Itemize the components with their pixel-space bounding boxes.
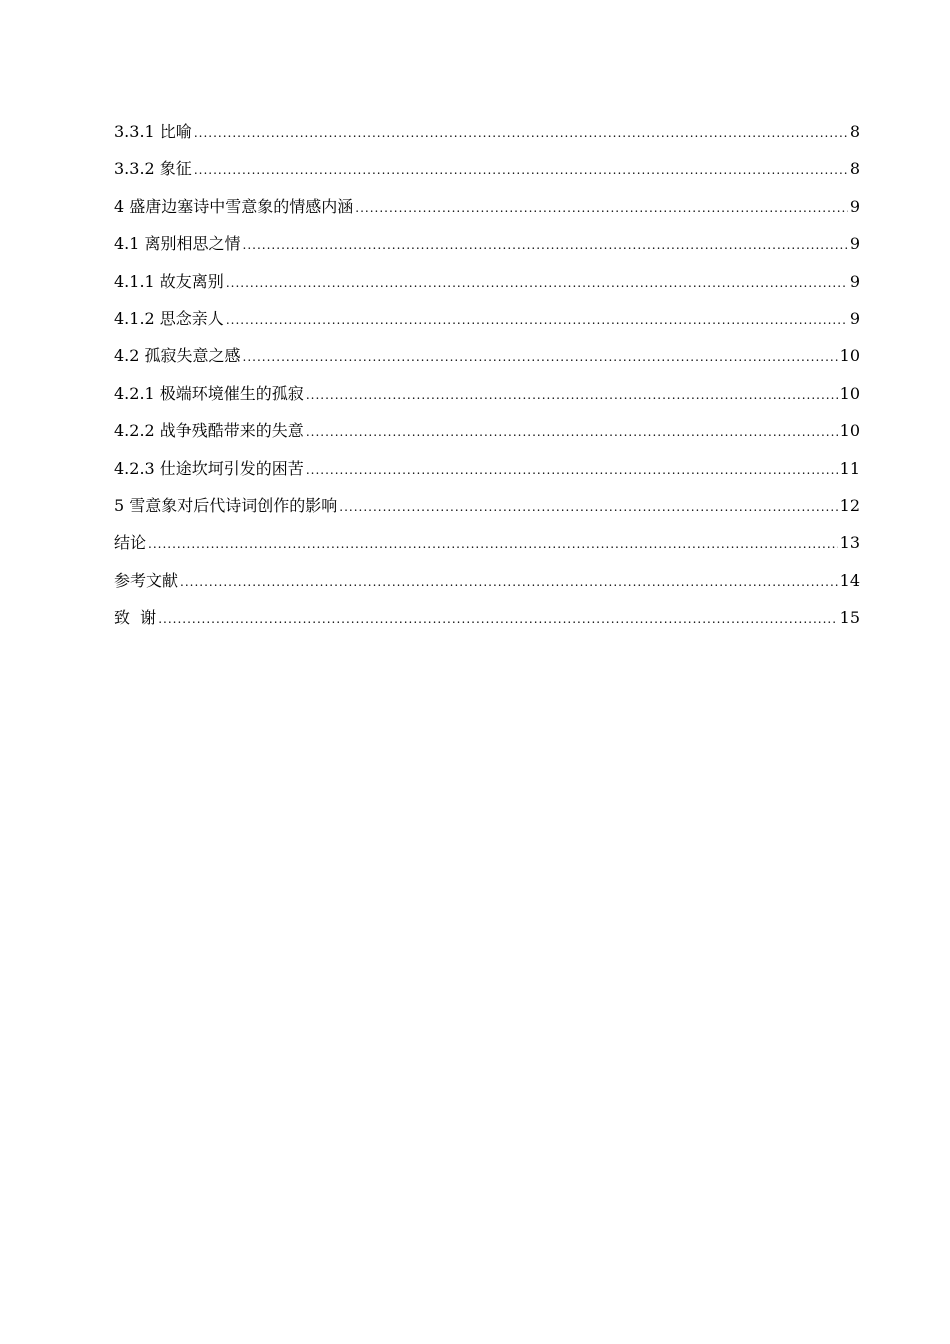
toc-entry-5[interactable]: [114, 492, 860, 529]
toc-entry-page: 8: [849, 159, 860, 179]
toc-dot-leader: [243, 231, 848, 259]
toc-entry-page: 15: [839, 608, 860, 628]
toc-entry-page: 13: [839, 533, 860, 553]
toc-entry-page: 14: [839, 570, 860, 590]
toc-dot-leader: [226, 269, 848, 297]
toc-entry-label: 4.2 孤寂失意之感: [114, 346, 241, 366]
toc-entry-page: 8: [849, 122, 860, 141]
toc-dot-leader: [339, 493, 837, 521]
toc-dot-leader: [148, 530, 838, 558]
toc-entry-page: 9: [849, 196, 860, 216]
toc-dot-leader: [243, 343, 838, 371]
toc-entry-page: 11: [839, 458, 860, 478]
toc-entry-label: 4.2.2 战争残酷带来的失意: [114, 421, 304, 441]
toc-entry-label: 结论: [114, 533, 147, 553]
toc-entry-4-2[interactable]: [114, 342, 860, 379]
toc-entry-page: 9: [849, 308, 860, 328]
toc-entry-label: 5 雪意象对后代诗词创作的影响: [114, 495, 338, 515]
table-of-contents: [114, 118, 860, 641]
toc-entry-page: 12: [839, 495, 860, 515]
toc-entry-label: 4.2.1 极端环境催生的孤寂: [114, 383, 304, 403]
toc-entry-label: 3.3.2 象征: [114, 159, 192, 179]
toc-entry-label: 3.3.1 比喻: [114, 122, 192, 141]
toc-entry-4-1-1[interactable]: [114, 268, 860, 305]
toc-entry-page: 10: [839, 383, 860, 403]
toc-entry-label: 4.1.1 故友离别: [114, 271, 224, 291]
toc-dot-leader: [180, 568, 838, 596]
toc-dot-leader: [194, 156, 848, 184]
toc-entry-3-3-1[interactable]: [114, 118, 860, 155]
toc-entry-label: 参考文献: [114, 570, 179, 590]
toc-entry-label: 4.1.2 思念亲人: [114, 308, 224, 328]
toc-entry-references[interactable]: [114, 567, 860, 604]
toc-entry-4-2-1[interactable]: [114, 380, 860, 417]
toc-entry-page: 10: [839, 421, 860, 441]
toc-entry-page: 9: [849, 234, 860, 254]
toc-entry-4[interactable]: [114, 193, 860, 230]
toc-entry-page: 10: [839, 346, 860, 366]
toc-entry-4-2-3[interactable]: [114, 455, 860, 492]
toc-entry-4-1-2[interactable]: [114, 305, 860, 342]
toc-entry-label: 4.2.3 仕途坎坷引发的困苦: [114, 458, 304, 478]
toc-entry-4-2-2[interactable]: [114, 417, 860, 454]
toc-entry-label: 4 盛唐边塞诗中雪意象的情感内涵: [114, 196, 354, 216]
toc-entry-3-3-2[interactable]: [114, 155, 860, 192]
toc-dot-leader: [158, 605, 837, 633]
toc-entry-acknowledgements[interactable]: [114, 604, 860, 641]
toc-dot-leader: [194, 119, 848, 147]
toc-dot-leader: [306, 456, 838, 484]
toc-entry-label: 致 谢: [114, 608, 157, 628]
toc-entry-label: 4.1 离别相思之情: [114, 234, 241, 254]
toc-dot-leader: [226, 306, 848, 334]
toc-entry-page: 9: [849, 271, 860, 291]
toc-dot-leader: [306, 381, 838, 409]
toc-entry-4-1[interactable]: [114, 230, 860, 267]
toc-entry-conclusion[interactable]: [114, 529, 860, 566]
toc-dot-leader: [355, 194, 848, 222]
toc-dot-leader: [306, 418, 838, 446]
